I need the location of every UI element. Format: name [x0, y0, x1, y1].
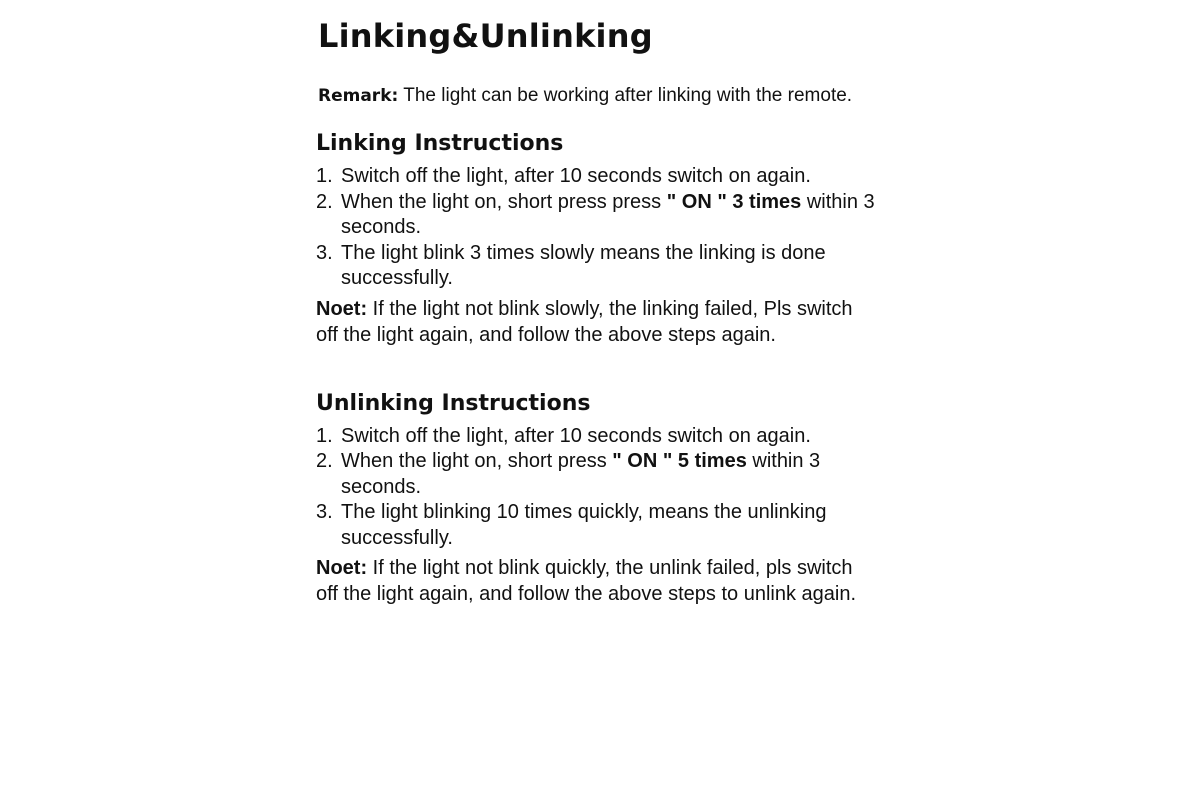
unlinking-heading: Unlinking Instructions: [316, 390, 591, 416]
linking-section: [316, 130, 916, 348]
step-emphasis: " ON " 3 times: [666, 190, 802, 213]
step-text-pre: When the light on, short press: [341, 450, 613, 472]
note-label: Noet:: [316, 557, 368, 579]
remark-paragraph: [318, 84, 858, 108]
linking-step-3: [316, 241, 896, 292]
unlinking-note: [316, 555, 876, 607]
step-text-post: within 3 seconds.: [341, 190, 875, 238]
step-number: 2.: [316, 190, 333, 213]
instruction-sheet: [316, 16, 916, 607]
remark-text: The light can be working after linking with the remote.: [398, 85, 853, 106]
linking-steps: [316, 164, 896, 292]
step-number: 1.: [316, 165, 333, 187]
unlinking-section: [316, 390, 916, 608]
unlinking-step-2: [316, 449, 896, 500]
step-text: Switch off the light, after 10 seconds switch on again.: [341, 165, 811, 187]
linking-step-2: [316, 190, 896, 241]
linking-step-1: [316, 164, 896, 190]
unlinking-step-3: [316, 500, 896, 551]
step-text-pre: When the light on, short press press: [341, 190, 667, 213]
step-number: 1.: [316, 424, 333, 447]
unlinking-step-1: [316, 424, 896, 450]
linking-heading: Linking Instructions: [316, 131, 564, 156]
linking-note: [316, 296, 876, 348]
step-number: 3.: [316, 501, 333, 523]
unlinking-steps: [316, 424, 896, 552]
note-text: If the light not blink quickly, the unlink failed, pls switch off the light again, and follow the above steps to unlink again.: [316, 557, 857, 605]
step-emphasis: " ON " 5 times: [612, 450, 747, 472]
step-text: The light blinking 10 times quickly, means the unlinking successfully.: [341, 501, 827, 549]
note-label: Noet:: [316, 297, 368, 320]
step-text: Switch off the light, after 10 seconds switch on again.: [341, 424, 811, 447]
step-number: 2.: [316, 450, 333, 472]
page-title: Linking&Unlinking: [318, 17, 653, 55]
step-number: 3.: [316, 241, 333, 264]
step-text: The light blink 3 times slowly means the linking is done successfully.: [341, 241, 826, 289]
note-text: If the light not blink slowly, the linking failed, Pls switch off the light again, and follow the above steps again.: [316, 297, 853, 346]
step-text-post: within 3 seconds.: [341, 450, 821, 498]
remark-label: Remark:: [318, 86, 399, 106]
